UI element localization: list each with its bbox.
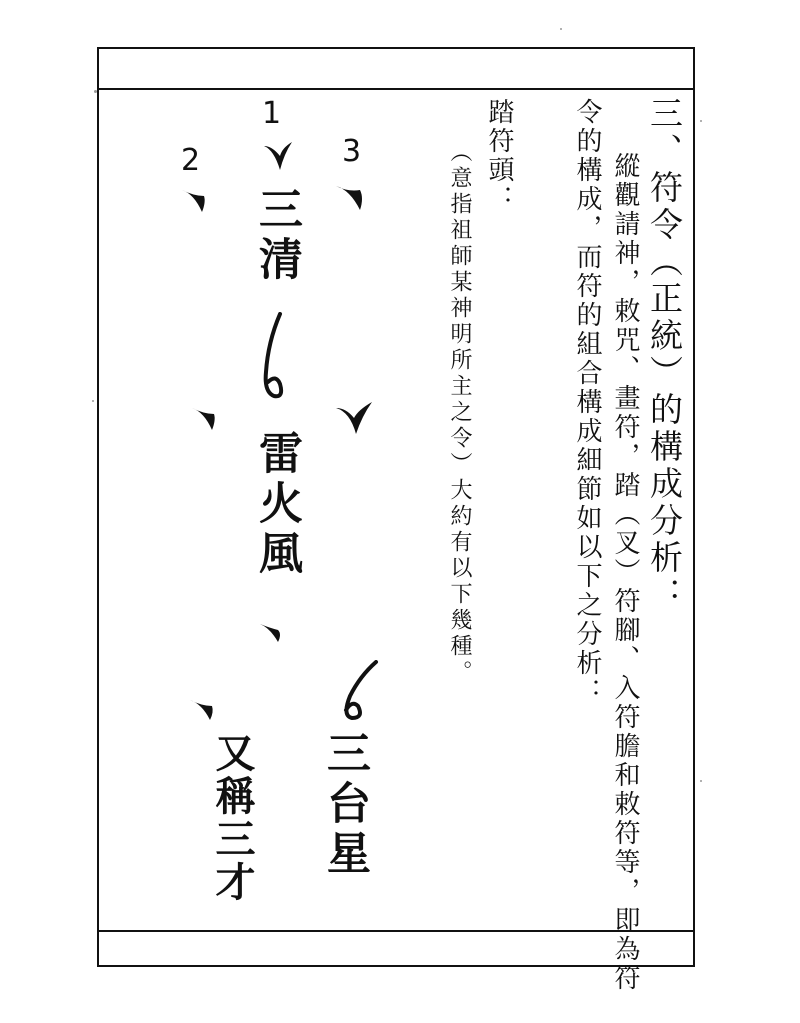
scan-speck: [700, 780, 702, 782]
diagram-number-1: 1: [262, 96, 282, 131]
hook-stroke-icon: [258, 312, 290, 404]
subsection-body: （意指祖師某神明所主之令）大約有以下幾種。: [447, 140, 472, 686]
intro-line-2: 令的構成，而符的組合構成細節如以下之分析：: [572, 98, 602, 707]
diagram-number-3: 3: [342, 134, 362, 169]
diagram-number-2: 2: [181, 143, 201, 178]
intro-line-1: 縱觀請神，敕咒、畫符，踏（叉）符腳、入符膽和敕符等，即為符: [610, 152, 640, 993]
footer-rule: [97, 930, 695, 932]
brush-dot-icon: [180, 186, 210, 216]
scan-speck: [92, 400, 94, 402]
brush-dot-icon: [334, 400, 374, 438]
hook-stroke-icon: [336, 660, 380, 724]
page-frame: [97, 47, 695, 967]
scan-speck: [700, 120, 702, 122]
subsection-title: 踏符頭：: [484, 98, 514, 214]
brush-dot-icon: [334, 182, 368, 214]
brush-dot-icon: [188, 696, 218, 724]
section-heading: 三、符令（正統）的構成分析：: [645, 96, 684, 614]
brush-dot-icon: [262, 140, 298, 180]
brush-dot-icon: [258, 622, 284, 644]
scan-speck: [94, 90, 97, 93]
label-leihuofeng: 雷火風: [251, 430, 302, 580]
header-rule: [97, 88, 695, 90]
scan-speck: [560, 28, 562, 30]
brush-dot-icon: [190, 404, 220, 434]
label-santaixing: 三台星: [319, 730, 370, 880]
label-sancai: 又稱三才: [209, 732, 255, 904]
label-sanqing: 三清: [251, 186, 302, 286]
